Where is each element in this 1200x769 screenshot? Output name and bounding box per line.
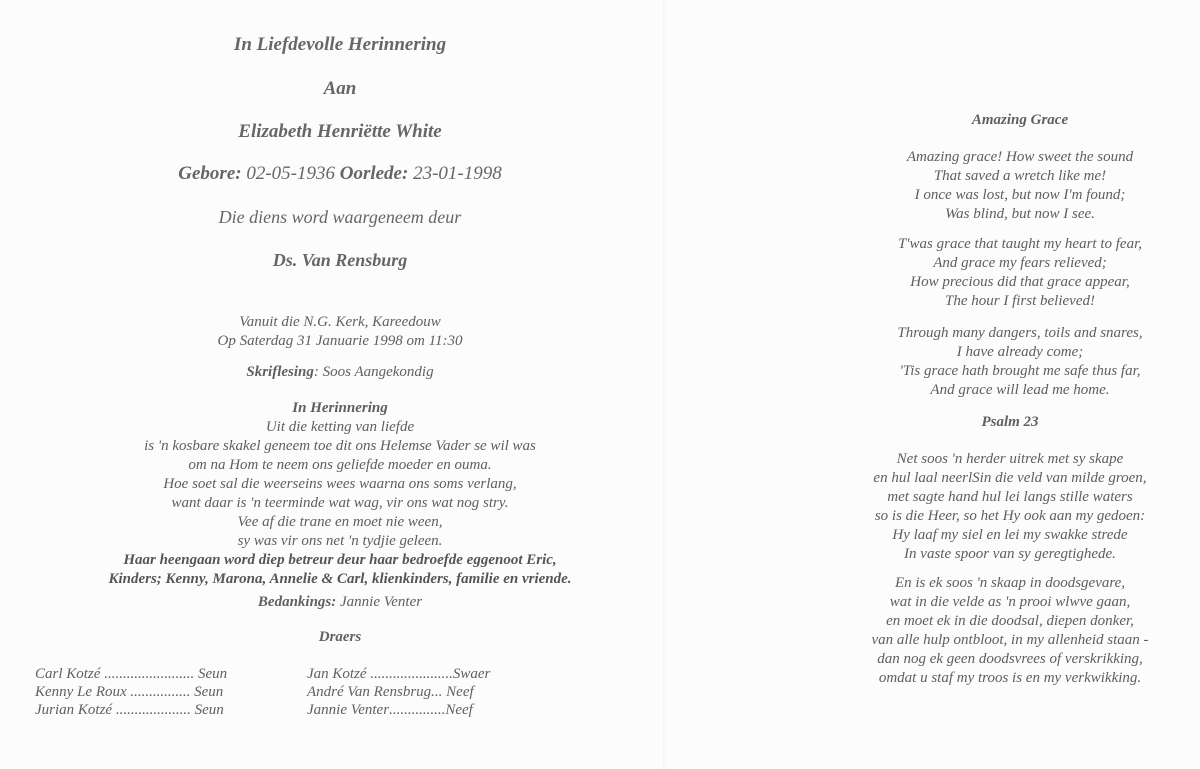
pallbearer-name: Jannie Venter <box>307 702 390 718</box>
memorial-poem <box>40 399 640 589</box>
pallbearer-relation: Seun <box>197 666 228 682</box>
poem-line: is 'n kosbare skakel geneem toe dit ons Helemse Vader se wil was <box>144 438 536 454</box>
thanks-label: Bedankings: <box>257 594 337 610</box>
pallbearers-left <box>35 665 227 719</box>
location-line: Vanuit die N.G. Kerk, Kareedouw <box>239 314 441 330</box>
pallbearer-name: André Van Rensbrug <box>307 684 432 700</box>
psalm-stanza-2 <box>830 574 1190 688</box>
poem-line: Uit die ketting van liefde <box>265 419 415 435</box>
verse-line: van alle hulp ontbloot, in my allenheid staan - <box>871 632 1149 648</box>
hymn-title: Amazing Grace <box>971 112 1069 128</box>
pallbearer-relation: Seun <box>194 702 224 718</box>
verse-line: so is die Heer, so het Hy ook aan my gedoen: <box>874 508 1146 524</box>
pallbearer-row <box>35 701 227 719</box>
verse-line: Through many dangers, toils and snares, <box>897 325 1143 341</box>
leader-dots: ... <box>431 684 443 700</box>
pallbearer-relation: Neef <box>445 702 473 718</box>
pallbearer-relation: Seun <box>194 684 224 700</box>
verse-line: dan nog ek geen doodsvrees of verskrikking, <box>877 651 1143 667</box>
to-label: Aan <box>323 78 357 99</box>
verse-line: omdat u staf my troos is en my verkwikking. <box>878 670 1142 686</box>
poem-line: Vee af die trane en moet nie ween, <box>237 514 443 530</box>
scripture-label: Skriflesing <box>246 364 314 380</box>
verse-line: And grace will lead me home. <box>930 382 1110 398</box>
verse-line: Hy laaf my siel en lei my swakke strede <box>892 527 1128 543</box>
verse-line: En is ek soos 'n skaap in doodsgevare, <box>894 575 1126 591</box>
verse-line: wat in die velde as 'n prooi wlwve gaan, <box>889 594 1131 610</box>
scripture-value: : Soos Aangekondig <box>313 364 434 380</box>
verse-line: en moet ek in die doodsal, diepen donker, <box>886 613 1134 629</box>
verse-line: met sagte hand hul lei langs stille waters <box>887 489 1133 505</box>
verse-line: I once was lost, but now I'm found; <box>914 187 1126 203</box>
pallbearer-row <box>307 683 490 701</box>
verse-line: Net soos 'n herder uitrek met sy skape <box>896 451 1124 467</box>
verse-line: That saved a wretch like me! <box>933 168 1107 184</box>
pallbearer-name: Carl Kotzé <box>35 666 101 682</box>
poem-heading: In Herinnering <box>292 400 388 416</box>
verse-line: How precious did that grace appear, <box>910 274 1130 290</box>
hymn-stanza-3 <box>840 324 1200 400</box>
verse-line: And grace my fears relieved; <box>933 255 1107 271</box>
verse-line: en hul laal neerlSin die veld van milde groen, <box>873 470 1147 486</box>
pallbearer-row <box>35 665 227 683</box>
verse-line: T'was grace that taught my heart to fear, <box>897 236 1143 252</box>
verse-line: 'Tis grace hath brought me safe thus far, <box>899 363 1141 379</box>
scripture-line <box>150 364 530 381</box>
pallbearer-name: Jan Kotzé <box>307 666 367 682</box>
verse-line: Amazing grace! How sweet the sound <box>906 149 1134 165</box>
hymn-stanza-2 <box>840 235 1200 311</box>
leader-dots: ...................... <box>370 666 453 682</box>
minister-name: Ds. Van Rensburg <box>272 250 408 270</box>
verse-line: Was blind, but now I see. <box>945 206 1095 222</box>
hymn-stanza-1 <box>840 148 1200 224</box>
service-by: Die diens word waargeneem deur <box>218 207 462 227</box>
died-date: 23-01-1998 <box>413 163 502 184</box>
deceased-name: Elizabeth Henriëtte White <box>238 121 442 142</box>
psalm-title: Psalm 23 <box>981 414 1039 430</box>
pallbearer-row <box>307 701 490 719</box>
born-label: Gebore: <box>178 163 242 184</box>
pallbearer-name: Kenny Le Roux <box>35 684 127 700</box>
poem-line: sy was vir ons net 'n tydjie geleen. <box>237 533 443 549</box>
poem-line: want daar is 'n teerminde wat wag, vir ons wat nog stry. <box>171 495 509 511</box>
page-fold <box>663 0 665 769</box>
verse-line: In vaste spoor van sy geregtighede. <box>904 546 1116 562</box>
mourners-line: Kinders; Kenny, Marona, Annelie & Carl, klienkinders, familie en vriende. <box>108 571 572 587</box>
leader-dots: ........................ <box>104 666 195 682</box>
pallbearer-row <box>307 665 490 683</box>
died-label: Oorlede: <box>339 163 409 184</box>
poem-line: om na Hom te neem ons geliefde moeder en ouma. <box>188 457 492 473</box>
pallbearer-row <box>35 683 227 701</box>
thanks-line <box>150 594 530 611</box>
psalm-stanza-1 <box>830 450 1190 564</box>
poem-line: Hoe soet sal die weerseins wees waarna ons soms verlang, <box>163 476 517 492</box>
verse-line: I have already come; <box>956 344 1084 360</box>
thanks-value: Jannie Venter <box>340 594 423 610</box>
date-time-line: Op Saterdag 31 Januarie 1998 om 11:30 <box>217 333 463 349</box>
leader-dots: ............... <box>389 702 446 718</box>
leader-dots: ................ <box>130 684 191 700</box>
pallbearer-name: Jurian Kotzé <box>35 702 113 718</box>
leader-dots: .................... <box>115 702 191 718</box>
pallbearer-relation: Swaer <box>452 666 491 682</box>
pallbearers-heading: Draers <box>318 629 362 645</box>
dates-line <box>120 163 560 185</box>
pallbearer-relation: Neef <box>446 684 474 700</box>
pallbearers-right <box>307 665 490 719</box>
born-date: 02-05-1936 <box>246 163 335 184</box>
memorial-heading: In Liefdevolle Herinnering <box>233 34 447 55</box>
verse-line: The hour I first believed! <box>945 293 1095 309</box>
service-location <box>150 313 530 351</box>
mourners-line: Haar heengaan word diep betreur deur haar bedroefde eggenoot Eric, <box>123 552 557 568</box>
